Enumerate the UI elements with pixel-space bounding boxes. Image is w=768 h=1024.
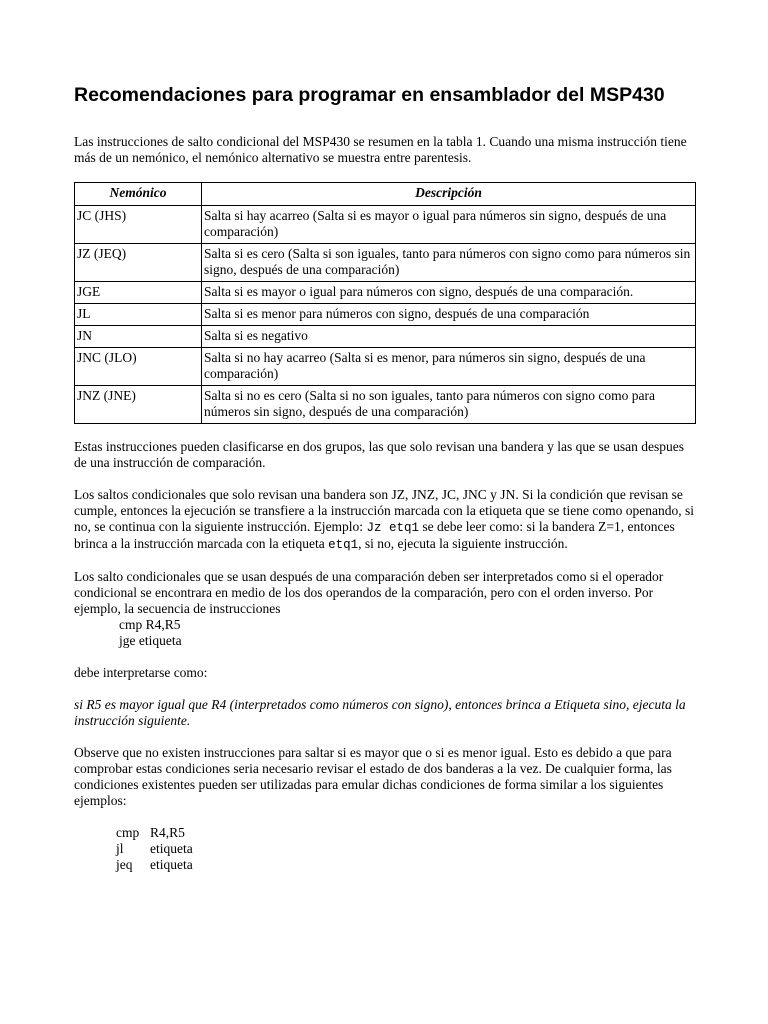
mnemonic-cell: JZ (JEQ) <box>75 244 202 282</box>
code-arg: etiqueta <box>150 841 193 856</box>
document-page <box>74 84 696 873</box>
description-cell: Salta si no hay acarreo (Salta si es menor, para números sin signo, después de una comparación) <box>202 348 696 386</box>
description-cell: Salta si hay acarreo (Salta si es mayor o igual para números sin signo, después de una comparación) <box>202 206 696 244</box>
header-description: Descripción <box>202 183 696 206</box>
document-title: Recomendaciones para programar en ensamblador del MSP430 <box>74 84 665 106</box>
code-line <box>74 857 696 873</box>
code-op: jl <box>116 841 124 856</box>
mnemonic-table <box>74 182 696 424</box>
table-row <box>75 304 696 326</box>
code-arg: R4,R5 <box>150 825 185 840</box>
mnemonic-cell: JNC (JLO) <box>75 348 202 386</box>
code-line: cmp R4,R5 <box>119 617 181 632</box>
code-arg: etiqueta <box>150 857 193 872</box>
description-cell: Salta si es negativo <box>202 326 696 348</box>
mnemonic-cell: JNZ (JNE) <box>75 386 202 424</box>
interpret-paragraph: debe interpretarse como: <box>74 665 208 680</box>
header-mnemonic: Nemónico <box>75 183 202 206</box>
observation-paragraph: Observe que no existen instrucciones para saltar si es mayor que o si es menor igual. Esto es debido a que para comprobar estas condiciones seria necesario revisar el estado de dos banderas a la vez. De cualquier forma, las condiciones existentes pueden ser utilizadas para emular dichas condiciones de forma similar a los siguientes ejemplos: <box>74 745 672 808</box>
code-line <box>74 825 696 841</box>
code-line <box>74 841 696 857</box>
comparison-paragraph: Los salto condicionales que se usan después de una comparación deben ser interpretados como si el operador condicional se encontrara en medio de los dos operandos de la comparación, pero con el orden inverso. Por ejemplo, la secuencia de instrucciones <box>74 569 664 616</box>
mnemonic-cell: JL <box>75 304 202 326</box>
inline-code-label: etq1 <box>328 538 359 552</box>
intro-paragraph: Las instrucciones de salto condicional del MSP430 se resumen en la tabla 1. Cuando una misma instrucción tiene más de un nemónico, el nemónico alternativo se muestra entre parentesis. <box>74 134 687 165</box>
table-row <box>75 282 696 304</box>
description-cell: Salta si es mayor o igual para números con signo, después de una comparación. <box>202 282 696 304</box>
table-row <box>75 386 696 424</box>
description-cell: Salta si es menor para números con signo, después de una comparación <box>202 304 696 326</box>
table-row <box>75 326 696 348</box>
interpretation-paragraph: si R5 es mayor igual que R4 (interpretados como números con signo), entonces brinca a Etiqueta sino, ejecuta la instrucción siguiente. <box>74 697 686 728</box>
flag-jumps-text-2: se debe leer como: si la bandera Z=1, entonces brinca a la instrucción marcada con la etiqueta <box>74 519 675 551</box>
mnemonic-cell: JGE <box>75 282 202 304</box>
table-header-row <box>75 183 696 206</box>
code-line: jge etiqueta <box>119 633 182 648</box>
table-row <box>75 206 696 244</box>
code-op: jeq <box>116 857 133 872</box>
flag-jumps-text-1: Los saltos condicionales que solo revisan una bandera son JZ, JNZ, JC, JNC y JN. Si la condición que revisan se cumple, entonces la ejecución se transfiere a la instrucción marcada con la etiqueta que se tiene como openando, si no, se continua con la siguiente instrucción. Ejemplo: <box>74 487 694 534</box>
flag-jumps-paragraph <box>74 487 696 553</box>
flag-jumps-text-3: , si no, ejecuta la siguiente instrucción. <box>358 536 568 551</box>
inline-code-example: Jz etq1 <box>366 521 419 535</box>
code-block-1 <box>74 617 696 649</box>
groups-paragraph: Estas instrucciones pueden clasificarse en dos grupos, las que solo revisan una bandera y las que se usan despues de una instrucción de comparación. <box>74 439 684 470</box>
mnemonic-cell: JN <box>75 326 202 348</box>
description-cell: Salta si es cero (Salta si son iguales, tanto para números con signo como para números sin signo, después de una comparación) <box>202 244 696 282</box>
mnemonic-cell: JC (JHS) <box>75 206 202 244</box>
code-op: cmp <box>116 825 140 840</box>
table-row <box>75 348 696 386</box>
table-row <box>75 244 696 282</box>
code-block-2 <box>74 825 696 873</box>
description-cell: Salta si no es cero (Salta si no son iguales, tanto para números con signo como para números sin signo, después de una comparación) <box>202 386 696 424</box>
